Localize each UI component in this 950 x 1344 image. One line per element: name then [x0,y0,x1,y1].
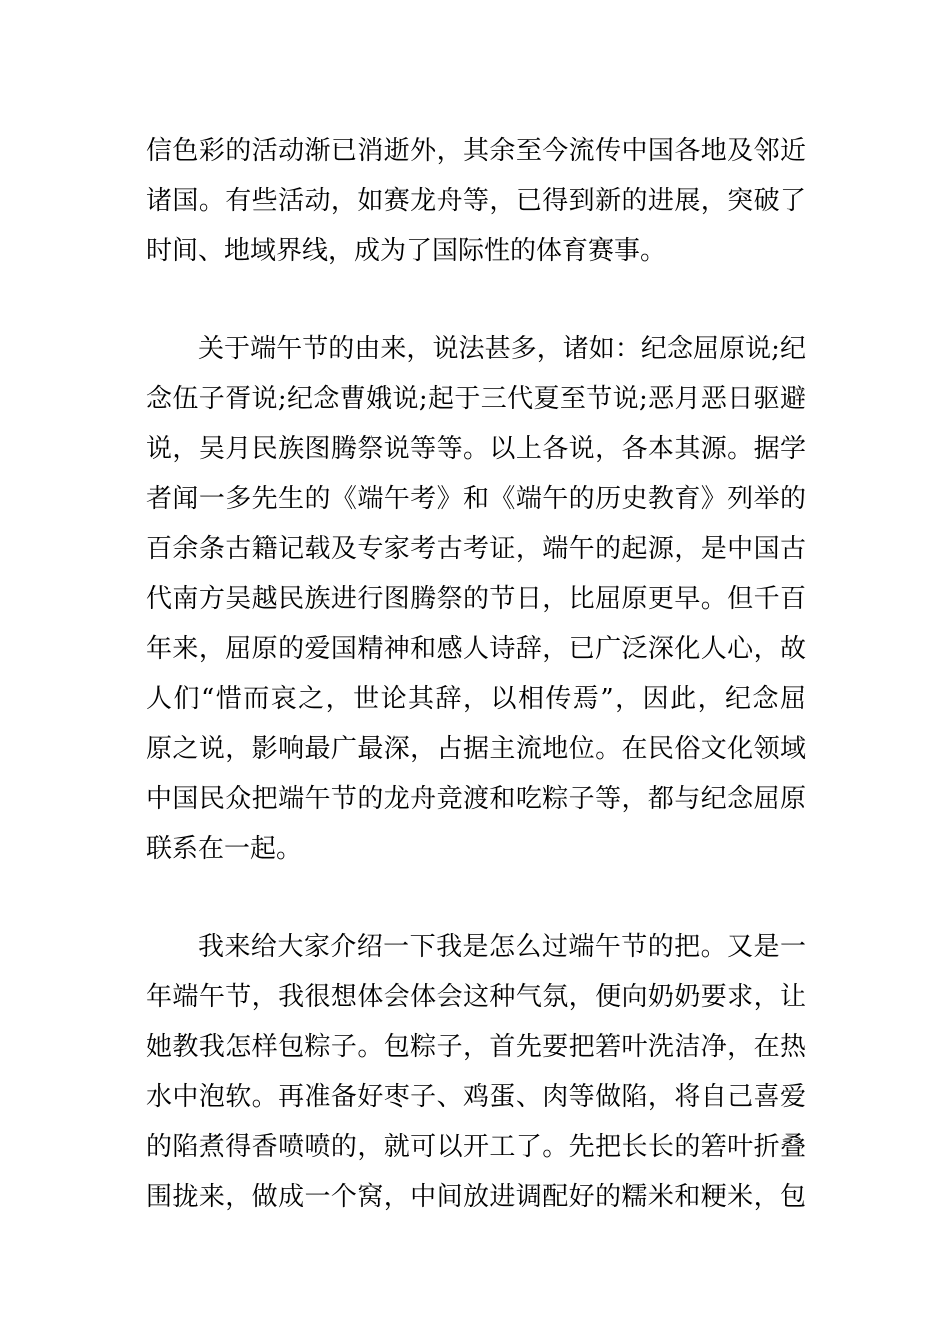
paragraph-2-line-10: 中国民众把端午节的龙舟竞渡和吃粽子等，都与纪念屈原 [146,784,806,814]
paragraph-2-line-7: 年来，屈原的爱国精神和感人诗辞，已广泛深化人心，故 [146,634,806,664]
paragraph-2-line-3: 说，吴月民族图腾祭说等等。以上各说，各本其源。据学 [146,434,806,464]
paragraph-1-line-2: 诸国。有些活动，如赛龙舟等，已得到新的进展，突破了 [146,186,806,216]
paragraph-3-line-1: 我来给大家介绍一下我是怎么过端午节的把。又是一 [198,932,806,962]
paragraph-2-line-9: 原之说，影响最广最深，占据主流地位。在民俗文化领域 [146,734,806,764]
paragraph-2-line-2: 念伍子胥说;纪念曹娥说;起于三代夏至节说;恶月恶日驱避 [146,384,806,414]
paragraph-1-line-3: 时间、地域界线，成为了国际性的体育赛事。 [146,236,667,266]
paragraph-2-line-1: 关于端午节的由来，说法甚多，诸如：纪念屈原说;纪 [198,334,806,364]
paragraph-3-line-5: 的陷煮得香喷喷的，就可以开工了。先把长长的箬叶折叠 [146,1132,806,1162]
paragraph-2-line-8: 人们“惜而哀之，世论其辞，以相传焉”，因此，纪念屈 [146,684,806,714]
paragraph-2-line-11: 联系在一起。 [146,834,303,864]
paragraph-2-line-4: 者闻一多先生的《端午考》和《端午的历史教育》列举的 [146,484,806,514]
paragraph-2-line-5: 百余条古籍记载及专家考古考证，端午的起源，是中国古 [146,534,806,564]
paragraph-3-line-3: 她教我怎样包粽子。包粽子，首先要把箬叶洗洁净，在热 [146,1032,806,1062]
paragraph-3-line-2: 年端午节，我很想体会体会这种气氛，便向奶奶要求，让 [146,982,806,1012]
paragraph-3-line-6: 围拢来，做成一个窝，中间放进调配好的糯米和粳米，包 [146,1182,806,1212]
paragraph-3-line-4: 水中泡软。再准备好枣子、鸡蛋、肉等做陷，将自己喜爱 [146,1082,806,1112]
paragraph-2-line-6: 代南方吴越民族进行图腾祭的节日，比屈原更早。但千百 [146,584,806,614]
paragraph-1-line-1: 信色彩的活动渐已消逝外，其余至今流传中国各地及邻近 [146,136,806,166]
